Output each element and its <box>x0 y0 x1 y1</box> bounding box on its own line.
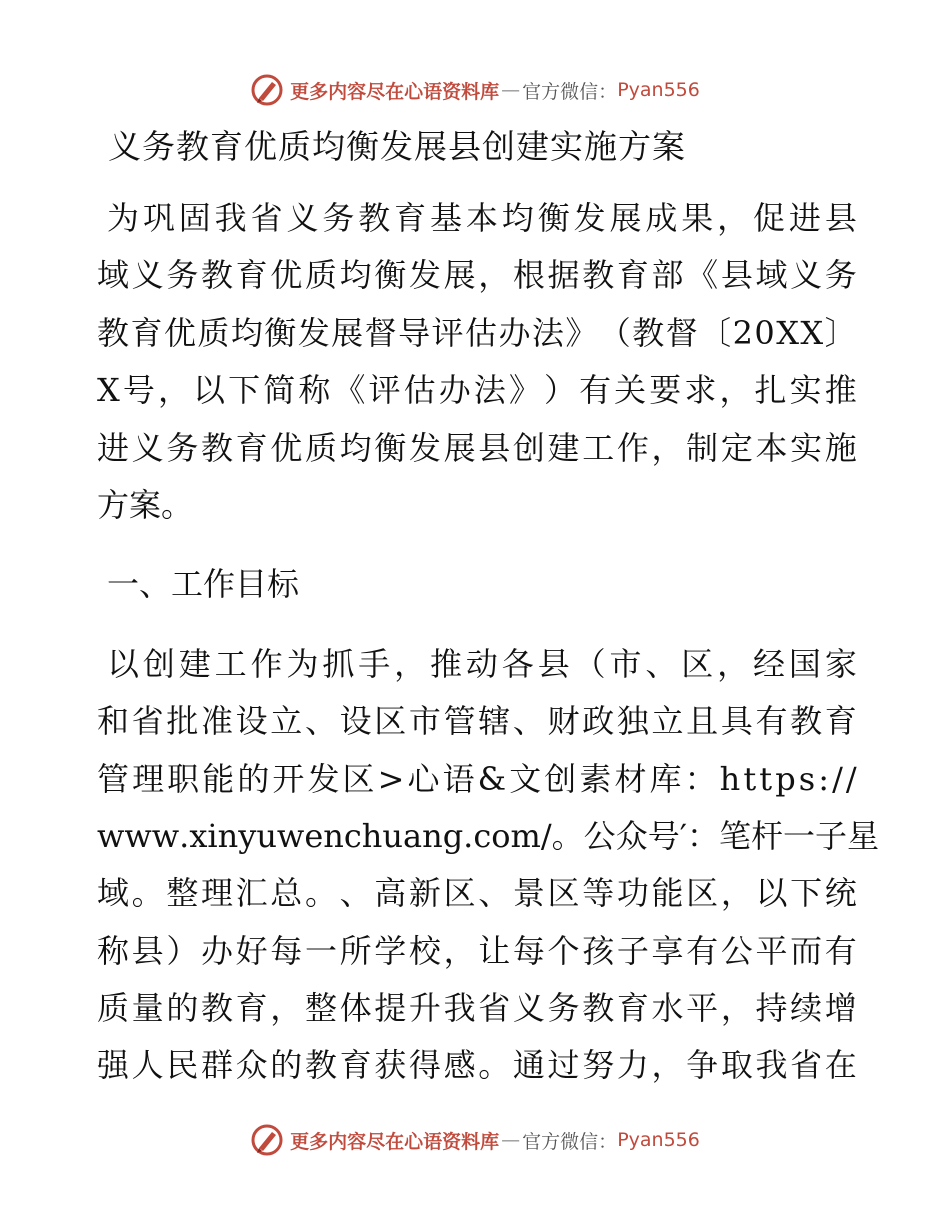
paragraph-line: 强 人 民 群 众 的 教 育 获 得 感 。 通 过 努 力 ， 争 取 我 省 在 <box>97 1046 857 1085</box>
watermark-dash: — <box>501 1129 521 1151</box>
pen-logo-icon <box>250 73 284 107</box>
watermark-banner-bottom <box>0 1120 950 1160</box>
watermark-main-text: 更多内容尽在心语资料库 <box>290 80 500 103</box>
document-body <box>97 190 880 1095</box>
paragraph-line: 管 理 职 能 的 开 发 区 > 心 语 & 文 创 素 材 库 ： h t t p s : / / <box>97 759 857 798</box>
watermark-main-text: 更多内容尽在心语资料库 <box>290 1130 500 1153</box>
watermark-id: Pyan556 <box>617 1129 700 1151</box>
paragraph-line: 质 量 的 教 育 ， 整 体 提 升 我 省 义 务 教 育 水 平 ， 持 续 增 <box>97 989 857 1028</box>
watermark-sub-text: 官方微信： <box>522 1130 618 1153</box>
paragraph-line: 方案。 <box>97 485 194 524</box>
paragraph-line: X 号 ， 以 下 简 称 《 评 估 办 法 》 ） 有 关 要 求 ， 扎 实 推 <box>97 371 857 410</box>
paragraph-line: 域 义 务 教 育 优 质 均 衡 发 展 ， 根 据 教 育 部 《 县 域 义 务 <box>97 256 857 295</box>
pen-logo-icon <box>250 1123 284 1157</box>
document-title: 义务教育优质均衡发展县创建实施方案 <box>108 127 686 166</box>
paragraph-line: 教 育 优 质 均 衡 发 展 督 导 评 估 办 法 》 （ 教 督 〔 2 0 X X 〕 <box>97 313 857 352</box>
paragraph-line: 进 义 务 教 育 优 质 均 衡 发 展 县 创 建 工 作 ， 制 定 本 实 施 <box>97 428 857 467</box>
paragraph-line: 以 创 建 工 作 为 抓 手 ， 推 动 各 县 （ 市 、 区 ， 经 国 家 <box>107 644 857 683</box>
watermark-sub-text: 官方微信： <box>522 80 618 103</box>
paragraph-line: 为 巩 固 我 省 义 务 教 育 基 本 均 衡 发 展 成 果 ， 促 进 县 <box>107 199 857 237</box>
paragraph-line: 称 县 ） 办 好 每 一 所 学 校 ， 让 每 个 孩 子 享 有 公 平 而 有 <box>97 931 857 970</box>
paragraph-line: 域 。 整 理 汇 总 。 、 高 新 区 、 景 区 等 功 能 区 ， 以 下 统 <box>97 874 857 913</box>
paragraph-line: w w w . x i n y u w e n c h u a n g . c o m / 。 公 众 号 ′ ： 笔 杆 一 子 星 <box>97 816 880 855</box>
section-heading: 一、工作目标 <box>107 565 300 604</box>
watermark-banner-top <box>0 70 950 110</box>
paragraph-line: 和 省 批 准 设 立 、 设 区 市 管 辖 、 财 政 独 立 且 具 有 教 育 <box>97 702 857 741</box>
watermark-id: Pyan556 <box>617 79 700 101</box>
watermark-dash: — <box>501 79 521 101</box>
